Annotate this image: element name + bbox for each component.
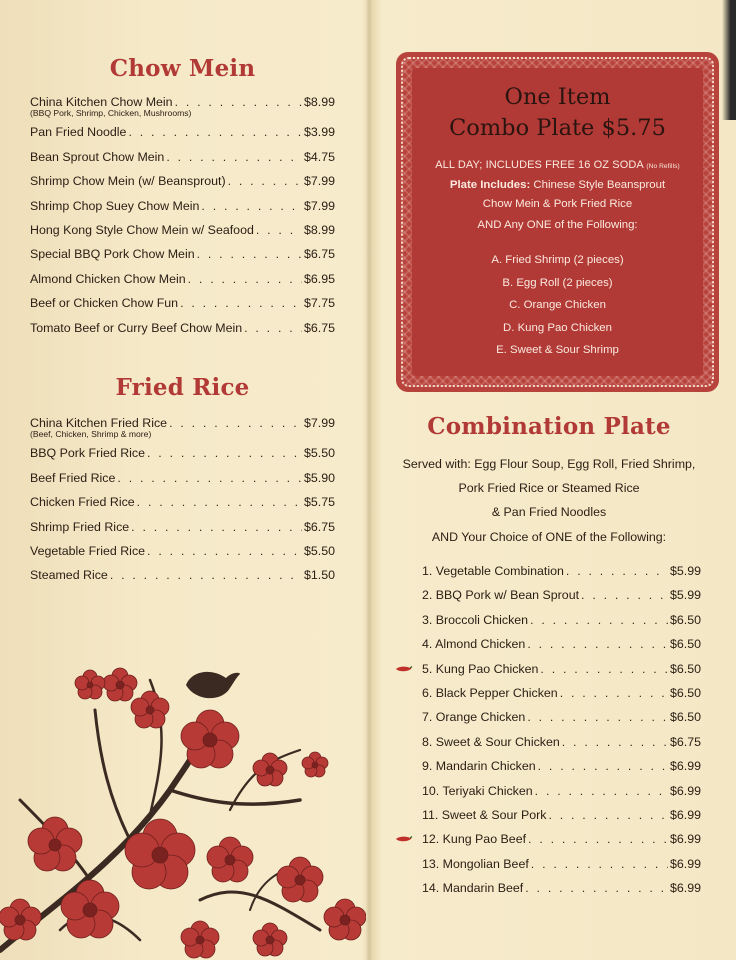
menu-item-price: $6.75	[303, 320, 335, 335]
dot-leader	[538, 754, 668, 778]
menu-item	[422, 730, 701, 754]
menu-item-price: $7.75	[303, 296, 335, 311]
plate-includes-text1: Chinese Style Beansprout	[533, 179, 666, 191]
menu-item-price: $6.50	[669, 710, 701, 725]
menu-item-price: $6.75	[669, 734, 701, 749]
menu-item-price: $6.99	[669, 807, 701, 822]
combo-options-list	[412, 249, 703, 362]
menu-item	[30, 490, 335, 514]
page-edge-shadow	[722, 0, 736, 120]
menu-item	[30, 291, 335, 315]
served-with-line: Served with: Egg Flour Soup, Egg Roll, Fried Shrimp,	[402, 457, 696, 471]
menu-item-name: 6. Black Pepper Chicken	[422, 685, 558, 700]
menu-item-name: Beef Fried Rice	[30, 470, 116, 485]
menu-item-name: China Kitchen Chow Mein	[30, 95, 173, 109]
dot-leader	[566, 559, 668, 583]
menu-item-price: $6.75	[303, 247, 335, 262]
menu-item-price: $1.50	[303, 568, 335, 583]
combination-plate-heading: Combination Plate	[427, 413, 671, 440]
served-with-line: Pork Fried Rice or Steamed Rice	[458, 481, 640, 496]
menu-item-price: $4.75	[303, 149, 335, 164]
dot-leader	[525, 876, 668, 900]
menu-item-name: Shrimp Chow Mein (w/ Beansprout)	[30, 174, 226, 189]
dot-leader	[560, 681, 668, 705]
dot-leader	[530, 608, 668, 632]
menu-item-price: $6.50	[669, 637, 701, 652]
combo-box-border	[401, 57, 714, 387]
dot-leader	[110, 563, 302, 587]
combo-title-line2: Combo Plate $5.75	[449, 115, 666, 141]
menu-item-name: 11. Sweet & Sour Pork	[422, 807, 547, 822]
combo-box-content	[412, 68, 703, 376]
menu-item-price: $6.99	[669, 832, 701, 847]
menu-item-name: 4. Almond Chicken	[422, 637, 526, 652]
dot-leader	[228, 169, 302, 193]
menu-item	[30, 242, 335, 266]
menu-item-price: $6.95	[303, 271, 335, 286]
chow-mein-heading: Chow Mein	[109, 55, 256, 82]
bird-icon	[186, 672, 240, 698]
chow-mein-list	[30, 90, 335, 340]
menu-item-name: 12. Kung Pao Beef	[422, 832, 527, 847]
dot-leader	[548, 803, 668, 827]
plate-includes-text2: Chow Mein & Pork Fried Rice	[482, 198, 633, 210]
dot-leader	[188, 267, 302, 291]
chili-pepper-icon	[395, 665, 413, 673]
menu-item	[30, 267, 335, 291]
menu-item-price: $6.75	[303, 519, 335, 534]
menu-item-name: 14. Mandarin Beef	[422, 881, 524, 896]
menu-item-name: Bean Sprout Chow Mein	[30, 149, 165, 164]
menu-item	[30, 441, 335, 465]
menu-item	[30, 194, 335, 218]
dot-leader	[256, 218, 302, 242]
menu-item-price: $7.99	[303, 198, 335, 213]
menu-item-name: Shrimp Fried Rice	[30, 519, 130, 534]
menu-item-price: $5.99	[669, 564, 701, 578]
menu-item-price: $5.50	[303, 543, 335, 558]
menu-item-note: (BBQ Pork, Shrimp, Chicken, Mushrooms)	[30, 108, 192, 119]
menu-item	[422, 657, 701, 681]
menu-item	[422, 608, 701, 632]
dot-leader	[197, 242, 302, 266]
page-fold	[366, 0, 372, 960]
menu-item-name: Vegetable Fried Rice	[30, 543, 146, 558]
menu-item	[30, 145, 335, 169]
menu-item	[422, 705, 701, 729]
menu-item-name: 8. Sweet & Sour Chicken	[422, 734, 560, 749]
menu-item-price: $6.50	[669, 685, 701, 700]
dot-leader	[527, 632, 668, 656]
dot-leader	[147, 441, 302, 465]
combo-all-day	[412, 156, 703, 176]
dot-leader	[581, 583, 668, 607]
menu-item-name: Special BBQ Pork Chow Mein	[30, 247, 195, 262]
dot-leader	[535, 779, 668, 803]
served-with-line: & Pan Fried Noodles	[491, 505, 607, 520]
dot-leader	[128, 120, 302, 144]
menu-item	[422, 583, 701, 607]
menu-item-name: Chicken Fried Rice	[30, 495, 135, 510]
dot-leader	[147, 539, 302, 563]
menu-item	[30, 90, 335, 114]
menu-item	[422, 559, 701, 583]
dot-leader	[562, 730, 668, 754]
menu-item-name: Almond Chicken Chow Mein	[30, 271, 186, 286]
menu-item	[30, 466, 335, 490]
menu-item-name: Shrimp Chop Suey Chow Mein	[30, 198, 200, 213]
combo-option: A. Fried Shrimp (2 pieces)	[491, 254, 624, 266]
combo-no-refills: (No Refills)	[646, 163, 680, 170]
menu-item-price: $6.99	[669, 759, 701, 774]
menu-item	[422, 681, 701, 705]
combo-option: E. Sweet & Sour Shrimp	[496, 344, 619, 357]
combo-option: C. Orange Chicken	[509, 299, 606, 312]
menu-item-name: Pan Fried Noodle	[30, 125, 127, 140]
menu-item	[30, 316, 335, 340]
dot-leader	[540, 657, 668, 681]
menu-item-price: $5.75	[303, 495, 335, 510]
menu-item	[422, 876, 701, 900]
fried-rice-list	[30, 411, 335, 588]
combo-title-line1: One Item	[504, 84, 611, 110]
menu-item-price: $3.99	[303, 125, 335, 140]
dot-leader	[137, 490, 302, 514]
menu-item	[422, 852, 701, 876]
menu-item-name: 5. Kung Pao Chicken	[422, 661, 539, 676]
dot-leader	[175, 90, 302, 114]
menu-item	[422, 632, 701, 656]
menu-item	[30, 515, 335, 539]
menu-item-name: Beef or Chicken Chow Fun	[30, 296, 179, 311]
combo-title	[412, 82, 703, 144]
menu-item-name: 3. Broccoli Chicken	[422, 612, 529, 627]
menu-item-name: Hong Kong Style Chow Mein w/ Seafood	[30, 222, 254, 237]
menu-item	[30, 120, 335, 144]
dot-leader	[244, 316, 302, 340]
menu-item	[30, 539, 335, 563]
menu-item-name: China Kitchen Fried Rice	[30, 416, 168, 430]
menu-item-name: 10. Teriyaki Chicken	[422, 783, 533, 798]
dot-leader	[166, 145, 302, 169]
menu-item-price: $8.99	[303, 222, 335, 237]
combination-served-with	[396, 452, 702, 549]
menu-item-price: $7.99	[303, 174, 335, 189]
dot-leader	[131, 515, 302, 539]
menu-item	[30, 218, 335, 242]
dot-leader	[117, 466, 302, 490]
menu-item	[422, 779, 701, 803]
menu-item-price: $6.99	[669, 783, 701, 798]
menu-item-note: (Beef, Chicken, Shrimp & more)	[30, 429, 152, 440]
dot-leader	[201, 194, 302, 218]
dot-leader	[531, 852, 668, 876]
menu-item	[422, 803, 701, 827]
menu-item-price: $6.50	[669, 661, 701, 676]
menu-item-price: $5.99	[669, 588, 701, 603]
dot-leader	[528, 827, 668, 851]
combo-plate-includes	[412, 176, 703, 195]
dot-leader	[169, 411, 302, 435]
menu-item-name: 9. Mandarin Chicken	[422, 759, 536, 774]
chili-pepper-icon	[395, 835, 413, 843]
served-with-line: AND Your Choice of ONE of the Following:	[431, 529, 667, 544]
menu-item-price: $8.99	[303, 95, 335, 109]
menu-item	[30, 411, 335, 435]
menu-item-name: Steamed Rice	[30, 568, 108, 583]
fried-rice-heading: Fried Rice	[115, 374, 250, 401]
menu-item-price: $6.50	[669, 612, 701, 627]
one-item-combo-box	[396, 52, 719, 392]
menu-item-price: $6.99	[669, 856, 701, 871]
menu-item	[422, 827, 701, 851]
combo-option: D. Kung Pao Chicken	[503, 321, 612, 334]
menu-item-price: $5.90	[303, 470, 335, 485]
menu-item	[30, 563, 335, 587]
combination-plate-list	[422, 559, 701, 900]
combo-option: B. Egg Roll (2 pieces)	[502, 276, 613, 289]
menu-item-name: 7. Orange Chicken	[422, 710, 526, 725]
cherry-blossom-branch-icon	[0, 650, 366, 960]
plate-includes-label: Plate Includes:	[449, 179, 531, 191]
menu-item-price: $6.99	[669, 881, 701, 896]
menu-item-price: $7.99	[303, 416, 335, 430]
combo-all-day-text: ALL DAY; INCLUDES FREE 16 OZ SODA	[435, 159, 644, 171]
menu-item-name: 13. Mongolian Beef	[422, 856, 529, 871]
dot-leader	[527, 705, 668, 729]
menu-item	[422, 754, 701, 778]
menu-item-name: 1. Vegetable Combination	[422, 564, 564, 578]
menu-item-price: $5.50	[303, 446, 335, 461]
menu-item	[30, 169, 335, 193]
menu-item-name: Tomato Beef or Curry Beef Chow Mein	[30, 320, 243, 335]
menu-item-name: 2. BBQ Pork w/ Bean Sprout	[422, 588, 580, 603]
menu-item-name: BBQ Pork Fried Rice	[30, 446, 145, 461]
dot-leader	[180, 291, 302, 315]
combo-any-one: AND Any ONE of the Following:	[477, 219, 638, 231]
